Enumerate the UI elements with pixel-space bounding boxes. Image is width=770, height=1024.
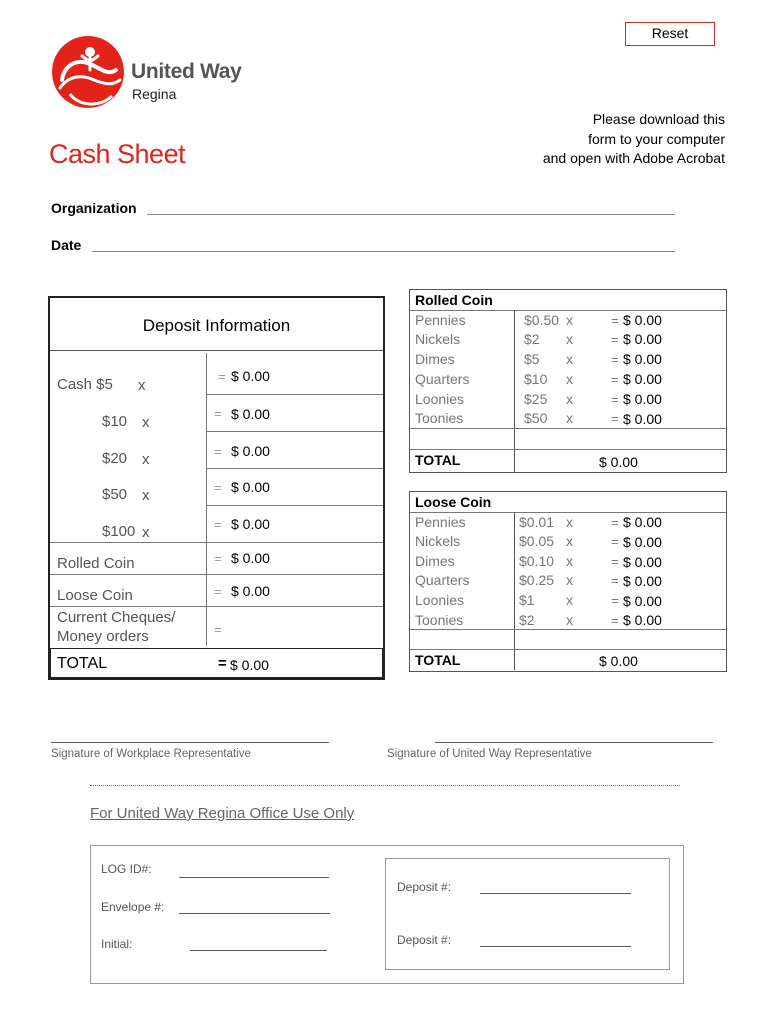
deposit-number-label: Deposit #: [397,880,452,894]
deposit-number-input[interactable] [480,893,631,894]
equals-sign: = [611,332,619,347]
coin-value[interactable]: $ 0.00 [623,593,662,609]
times-sign: x [566,312,573,328]
equals-sign: = [611,313,619,328]
cheques-label [57,608,175,646]
equals-sign: = [214,480,222,495]
cash-5-label [57,376,113,393]
note-line: and open with Adobe Acrobat [542,150,725,166]
coin-name: Loonies [415,391,465,407]
coin-rate: $0.10 [519,553,555,569]
cash-100-value[interactable]: $ 0.00 [231,516,270,532]
equals-sign: = [214,622,222,637]
initial-label: Initial: [101,937,133,951]
coin-rate: $2 [519,612,535,628]
divider [514,310,515,472]
coin-rate: $0.25 [519,572,555,588]
divider [50,606,383,607]
coin-value[interactable]: $ 0.00 [623,312,662,328]
coin-rate: $5 [524,351,540,367]
deposit-title: Deposit Information [50,298,383,351]
coin-rate: $10 [524,371,548,387]
coin-name: Quarters [415,371,470,387]
loose-coin-title: Loose Coin [415,494,492,510]
equals-sign: = [214,551,222,566]
times-sign: x [142,487,150,504]
coin-name: Toonies [415,612,464,628]
cash-5-value[interactable]: $ 0.00 [231,368,270,384]
coin-value[interactable]: $ 0.00 [623,391,662,407]
office-use-title: For United Way Regina Office Use Only [90,805,355,822]
loose-coin-label: Loose Coin [57,587,133,604]
coin-name: Dimes [415,553,455,569]
deposit-box [385,858,670,970]
times-sign: x [566,391,573,407]
initial-input[interactable] [190,950,327,951]
page-title: Cash Sheet [49,139,186,169]
envelope-input[interactable] [179,913,330,914]
log-id-label: LOG ID#: [101,862,152,876]
date-label: Date [51,237,82,253]
equals-sign: = [214,444,222,459]
coin-value[interactable]: $ 0.00 [623,371,662,387]
date-input[interactable] [92,251,675,252]
coin-rate: $0.05 [519,533,555,549]
times-sign: x [566,410,573,426]
equals-sign: = [611,515,619,530]
equals-sign: = [611,392,619,407]
envelope-label: Envelope #: [101,900,165,914]
equals-sign: = [611,352,619,367]
divider [409,629,727,630]
organization-input[interactable] [147,214,675,215]
cheques-label-line: Current Cheques/ [57,609,176,626]
coin-value[interactable]: $ 0.00 [623,573,662,589]
deposit-total-value[interactable]: $ 0.00 [230,657,269,673]
coin-value[interactable]: $ 0.00 [623,534,662,550]
divider [409,449,727,450]
signature-united-way-label: Signature of United Way Representative [387,748,592,760]
equals-sign: = [611,573,619,588]
equals-sign: = [611,593,619,608]
coin-rate: $50 [524,410,548,426]
equals-sign: = [214,406,222,421]
coin-name: Nickels [415,331,461,347]
coin-name: Quarters [415,572,470,588]
coin-value[interactable]: $ 0.00 [623,331,662,347]
coin-name: Loonies [415,592,465,608]
cash-50-label: $50 [102,486,128,503]
divider [50,542,383,543]
times-sign: x [142,451,150,468]
coin-name: Pennies [415,312,466,328]
coin-name: Toonies [415,410,464,426]
equals-sign: = [214,517,222,532]
divider [409,428,727,429]
coin-rate: $1 [519,592,535,608]
times-sign: x [566,351,573,367]
times-sign: x [566,331,573,347]
times-sign: x [566,592,573,608]
signature-line-united-way[interactable] [435,742,713,743]
cash-20-value[interactable]: $ 0.00 [231,443,270,459]
equals-sign: = [611,411,619,426]
denomination: Cash $5 [57,376,113,393]
divider [90,785,680,786]
coin-value[interactable]: $ 0.00 [623,514,662,530]
brand-city: Regina [132,86,177,102]
cash-10-value[interactable]: $ 0.00 [231,406,270,422]
rolled-coin-title: Rolled Coin [415,292,493,308]
equals-sign: = [218,655,227,672]
note-line: Please download this [592,111,725,127]
brand-name: United Way [131,60,242,83]
download-note [500,110,725,169]
times-sign: x [566,514,573,530]
divider [206,353,207,646]
times-sign: x [566,553,573,569]
rolled-coin-total-value[interactable]: $ 0.00 [599,454,638,470]
coin-rate: $0.01 [519,514,555,530]
coin-rate: $0.50 [524,312,560,328]
coin-value[interactable]: $ 0.00 [623,554,662,570]
equals-sign: = [214,584,222,599]
rolled-coin-total-label: TOTAL [415,452,461,468]
divider [206,468,383,469]
cash-100-label: $100 [102,523,136,540]
loose-coin-value[interactable]: $ 0.00 [231,583,270,599]
coin-value[interactable]: $ 0.00 [623,612,662,628]
equals-sign: = [611,372,619,387]
cash-20-label: $20 [102,450,128,467]
divider [409,310,727,311]
united-way-logo-icon [50,34,130,112]
coin-value[interactable]: $ 0.00 [623,411,662,427]
cash-50-value[interactable]: $ 0.00 [231,479,270,495]
deposit-number-label: Deposit #: [397,933,452,947]
note-line: form to your computer [588,130,725,147]
divider [409,649,727,650]
times-sign: x [566,533,573,549]
coin-rate: $2 [524,331,540,347]
divider [206,431,383,432]
times-sign: x [566,612,573,628]
equals-sign: = [611,554,619,569]
times-sign: x [566,371,573,387]
divider [409,512,727,513]
divider [514,512,515,670]
equals-sign: = [611,534,619,549]
rolled-coin-value[interactable]: $ 0.00 [231,550,270,566]
reset-button[interactable]: Reset [625,22,715,46]
coin-name: Nickels [415,533,461,549]
coin-name: Dimes [415,351,455,367]
signature-line-workplace[interactable] [51,742,329,743]
divider [206,505,383,506]
cheques-label-line: Money orders [57,628,149,645]
deposit-number-input[interactable] [480,946,631,947]
coin-rate: $25 [524,391,548,407]
times-sign: x [142,414,150,431]
equals-sign: = [611,613,619,628]
signature-workplace-label: Signature of Workplace Representative [51,748,251,760]
times-sign: x [138,377,146,394]
organization-label: Organization [51,200,137,216]
loose-coin-total-value[interactable]: $ 0.00 [599,653,638,669]
deposit-total-label: TOTAL [57,655,108,672]
cash-10-label: $10 [102,413,128,430]
divider [50,574,383,575]
times-sign: x [142,524,150,541]
coin-name: Pennies [415,514,466,530]
times-sign: x [566,572,573,588]
equals-sign: = [218,369,226,384]
coin-value[interactable]: $ 0.00 [623,351,662,367]
log-id-input[interactable] [179,877,329,878]
loose-coin-total-label: TOTAL [415,652,461,668]
rolled-coin-label: Rolled Coin [57,555,135,572]
divider [206,394,383,395]
